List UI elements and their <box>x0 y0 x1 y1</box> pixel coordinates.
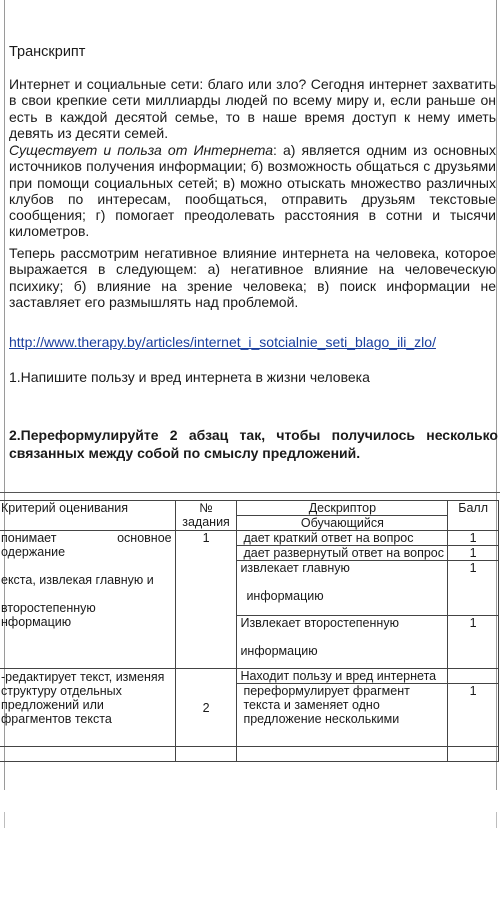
table-top-rule <box>0 492 500 493</box>
paragraph-2-lead: Существует и польза от Интернета <box>9 142 274 158</box>
table-row <box>0 531 499 546</box>
criterion-1-line-4: второстепенную <box>1 601 96 615</box>
page-corner-right <box>496 812 497 828</box>
criterion-1-line-1 <box>1 531 172 545</box>
descriptor-5: Находит пользу и вред интернета <box>237 669 448 684</box>
header-task-number <box>175 501 237 531</box>
criterion-2-cell: -редактирует текст, изменяя структуру отдельных предложений или фрагментов текста <box>0 669 175 747</box>
score-1: 1 <box>448 531 499 546</box>
descriptor-3-line-2: информацию <box>246 589 324 603</box>
criterion-1-cell <box>0 531 175 669</box>
descriptor-6: переформулирует фрагмент текста и заменяет одно предложение несколькими <box>237 684 448 747</box>
table-row-empty <box>0 747 499 762</box>
table-header-row <box>0 501 499 516</box>
descriptor-4-line-2: информацию <box>240 644 318 658</box>
descriptor-3-line-1: извлекает главную <box>240 561 350 575</box>
score-5-empty <box>448 669 499 684</box>
criterion-1-line-2: одержание <box>1 545 66 559</box>
header-descriptor: Дескриптор <box>237 501 448 516</box>
score-4: 1 <box>448 616 499 669</box>
transcript-title: Транскрипт <box>9 44 86 60</box>
criterion-1-line-5: нформацию <box>1 615 72 629</box>
table-row <box>0 669 499 684</box>
descriptor-3 <box>237 561 448 616</box>
descriptor-4-line-1: Извлекает второстепенную <box>240 616 399 630</box>
header-score: Балл <box>448 501 499 531</box>
task-2: 2.Переформулируйте 2 абзац так, чтобы получилось несколько связанных между собой по смыслу предложений. <box>9 427 498 461</box>
task-1: 1.Напишите пользу и вред интернета в жизни человека <box>9 369 370 385</box>
page-corner-left <box>4 812 5 828</box>
descriptor-4 <box>237 616 448 669</box>
criterion-1-word-1: понимает <box>1 531 57 545</box>
header-criterion: Критерий оценивания <box>0 501 175 531</box>
paragraph-3: Теперь рассмотрим негативное влияние интернета на человека, которое выражается в следующем: а) негативное влияние на человеческую психику; б) влияние на зрение человека; в) поиск информации не заставляет его размышлять над проблемой. <box>9 245 496 310</box>
descriptor-1: дает краткий ответ на вопрос <box>237 531 448 546</box>
header-learner: Обучающийся <box>237 516 448 531</box>
criterion-1-word-2: основное <box>117 531 172 545</box>
paragraph-2 <box>9 142 496 240</box>
score-6: 1 <box>448 684 499 747</box>
score-3: 1 <box>448 561 499 616</box>
source-link[interactable]: http://www.therapy.by/articles/internet_i_sotcialnie_seti_blago_ili_zlo/ <box>9 334 436 350</box>
criterion-1-line-3: екста, извлекая главную и <box>1 573 154 587</box>
header-task-number-label: задания <box>182 515 230 529</box>
paragraph-2-text: : а) является одним из основных источников получения информации; б) возможность общаться с друзьями при помощи социальных сетей; в) можно отыскать множество различных клубов по интересам, пообщаться, отправить друзьям текстовые сообщения; г) помогает преодолевать расстояния в сотни и тысячи километров. <box>9 142 496 240</box>
task-1-number: 1 <box>175 531 237 669</box>
descriptor-2: дает развернутый ответ на вопрос <box>237 546 448 561</box>
paragraph-1: Интернет и социальные сети: благо или зло? Сегодня интернет захватить в свои крепкие сети миллиарды людей по всему миру и, если раньше он есть в каждой десятой семье, то в наше время доступ к нему иметь девять из десяти семей. <box>9 76 496 141</box>
score-2: 1 <box>448 546 499 561</box>
assessment-table <box>0 500 499 762</box>
header-task-number-sign: № <box>199 501 213 515</box>
task-2-number: 2 <box>175 669 237 747</box>
